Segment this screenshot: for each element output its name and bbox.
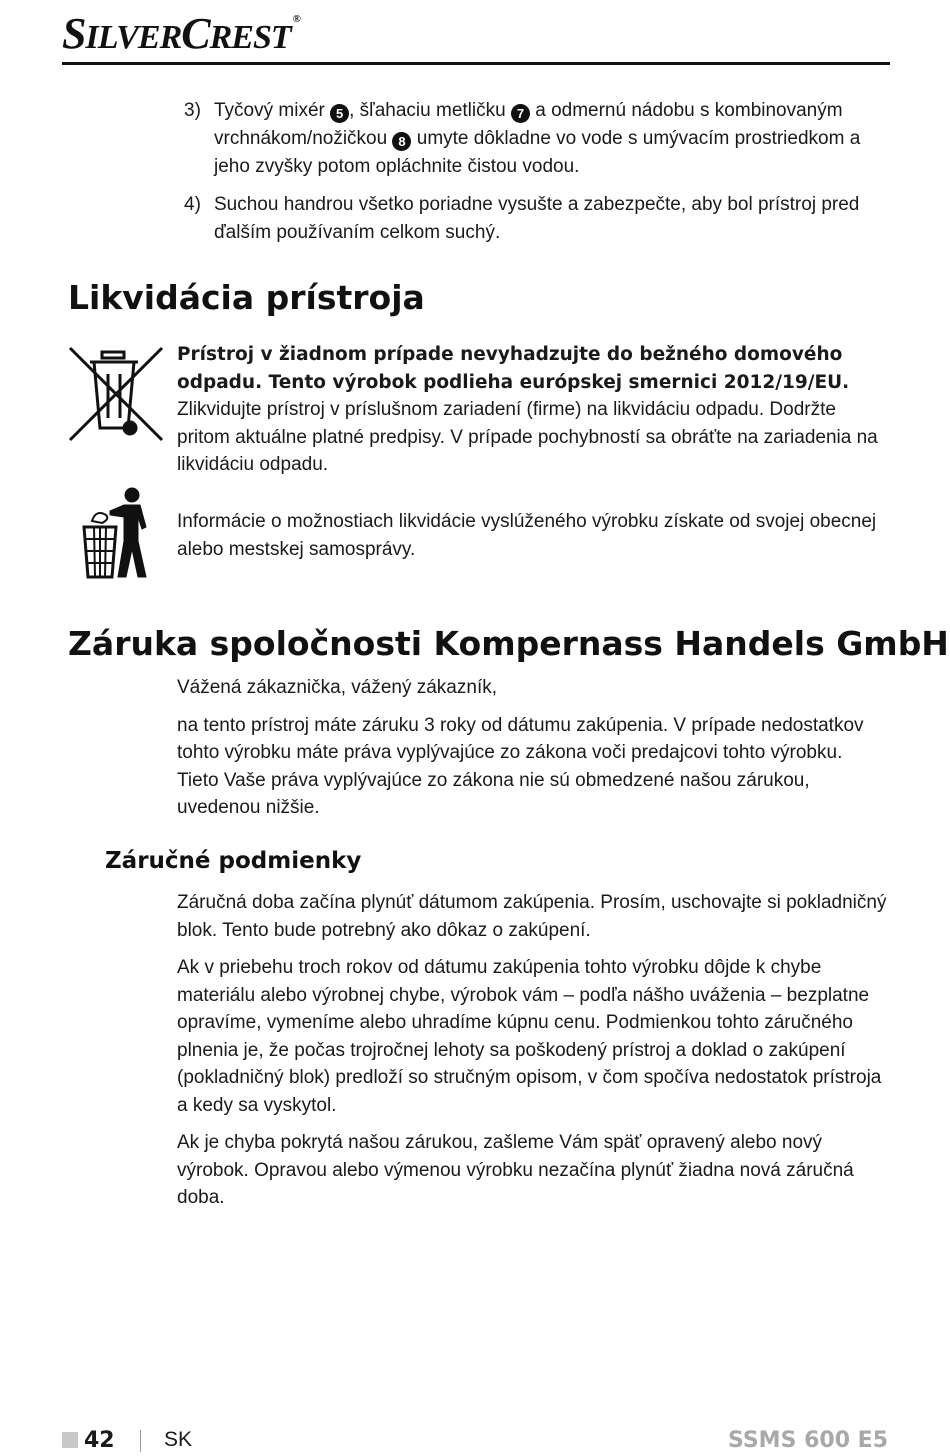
disposal-text: Zlikvidujte prístroj v príslušnom zariadení (firme) na likvidáciu odpadu. Dodržte pritom aktuálne platné predpisy. V prípade pochybností sa obráťte na zariadenia na likvidáciu odpadu. [177,399,878,475]
callout-8: 8 [392,132,411,151]
conditions-block [177,889,887,1222]
callout-5: 5 [330,104,349,123]
disposal-info: Informácie o možnostiach likvidácie vyslúženého výrobku získate od svojej obecnej alebo mestskej samosprávy. [177,511,877,560]
cleaning-steps [184,97,884,257]
crossed-bin-icon [66,344,166,444]
greeting: Vážená zákaznička, vážený zákazník, [177,677,498,698]
header-rule [62,62,890,65]
brand-logo: SILVERCREST ® [62,9,300,58]
conditions-heading: Záručné podmienky [105,848,362,874]
warranty-intro-block [177,674,887,832]
conditions-p1: Záručná doba začína plynúť dátumom zakúpenia. Prosím, uschovajte si pokladničný blok. Tento bude potrebný ako dôkaz o zakúpení. [177,892,887,941]
page-number: 42 [84,1428,115,1453]
footer-separator [140,1430,141,1452]
disposal-warning: Prístroj v žiadnom prípade nevyhadzujte do bežného domového odpadu. Tento výrobok podlieha európskej smernici 2012/19/EU. [177,344,850,393]
tidyman-icon [80,487,154,579]
list-item: 4) Suchou handrou všetko poriadne vysušte a zabezpečte, aby bol prístroj pred ďalším používaním celkom suchý. [184,194,860,243]
warranty-heading: Záruka spoločnosti Kompernass Handels GmbH [68,624,949,663]
disposal-text-block [177,341,887,479]
disposal-heading: Likvidácia prístroja [68,278,425,317]
model-number: SSMS 600 E5 [727,1428,888,1453]
page-marker [62,1432,78,1448]
warranty-intro: na tento prístroj máte záruku 3 roky od dátumu zakúpenia. V prípade nedostatkov tohto výrobku máte práva vyplývajúce zo zákona voči predajcovi tohto výrobku. Tieto Vaše práva vyplývajúce zo zákona nie sú obmedzené našou zárukou, uvedenou nižšie. [177,714,864,818]
conditions-p2: Ak v priebehu troch rokov od dátumu zakúpenia tohto výrobku dôjde k chybe materiálu alebo výrobnej chybe, výrobok vám – podľa nášho uváženia – bezplatne opravíme, vymeníme alebo uhradíme kúpnu cenu. Podmienkou tohto záručného plnenia je, že počas trojročnej lehoty sa poškodený prístroj a doklad o zakúpení (pokladničný blok) predloží so stručným opisom, v čom spočíva nedostatok prístroja a kedy sa vyskytol. [177,957,882,1116]
list-item: 3) Tyčový mixér 5 , šľahaciu metličku 7 a odmernú nádobu s kombinovaným vrchnákom/nožičkou 8 umyte dôkladne vo vode s umývacím prostriedkom a jeho zvyšky potom opláchnite čistou vodou. [184,100,861,177]
language-code: SK [164,1428,193,1451]
conditions-p3: Ak je chyba pokrytá našou zárukou, zašleme Vám späť opravený alebo nový výrobok. Opravou alebo výmenou výrobku nezačína plynúť žiadna nová záručná doba. [177,1132,854,1208]
callout-7: 7 [511,104,530,123]
